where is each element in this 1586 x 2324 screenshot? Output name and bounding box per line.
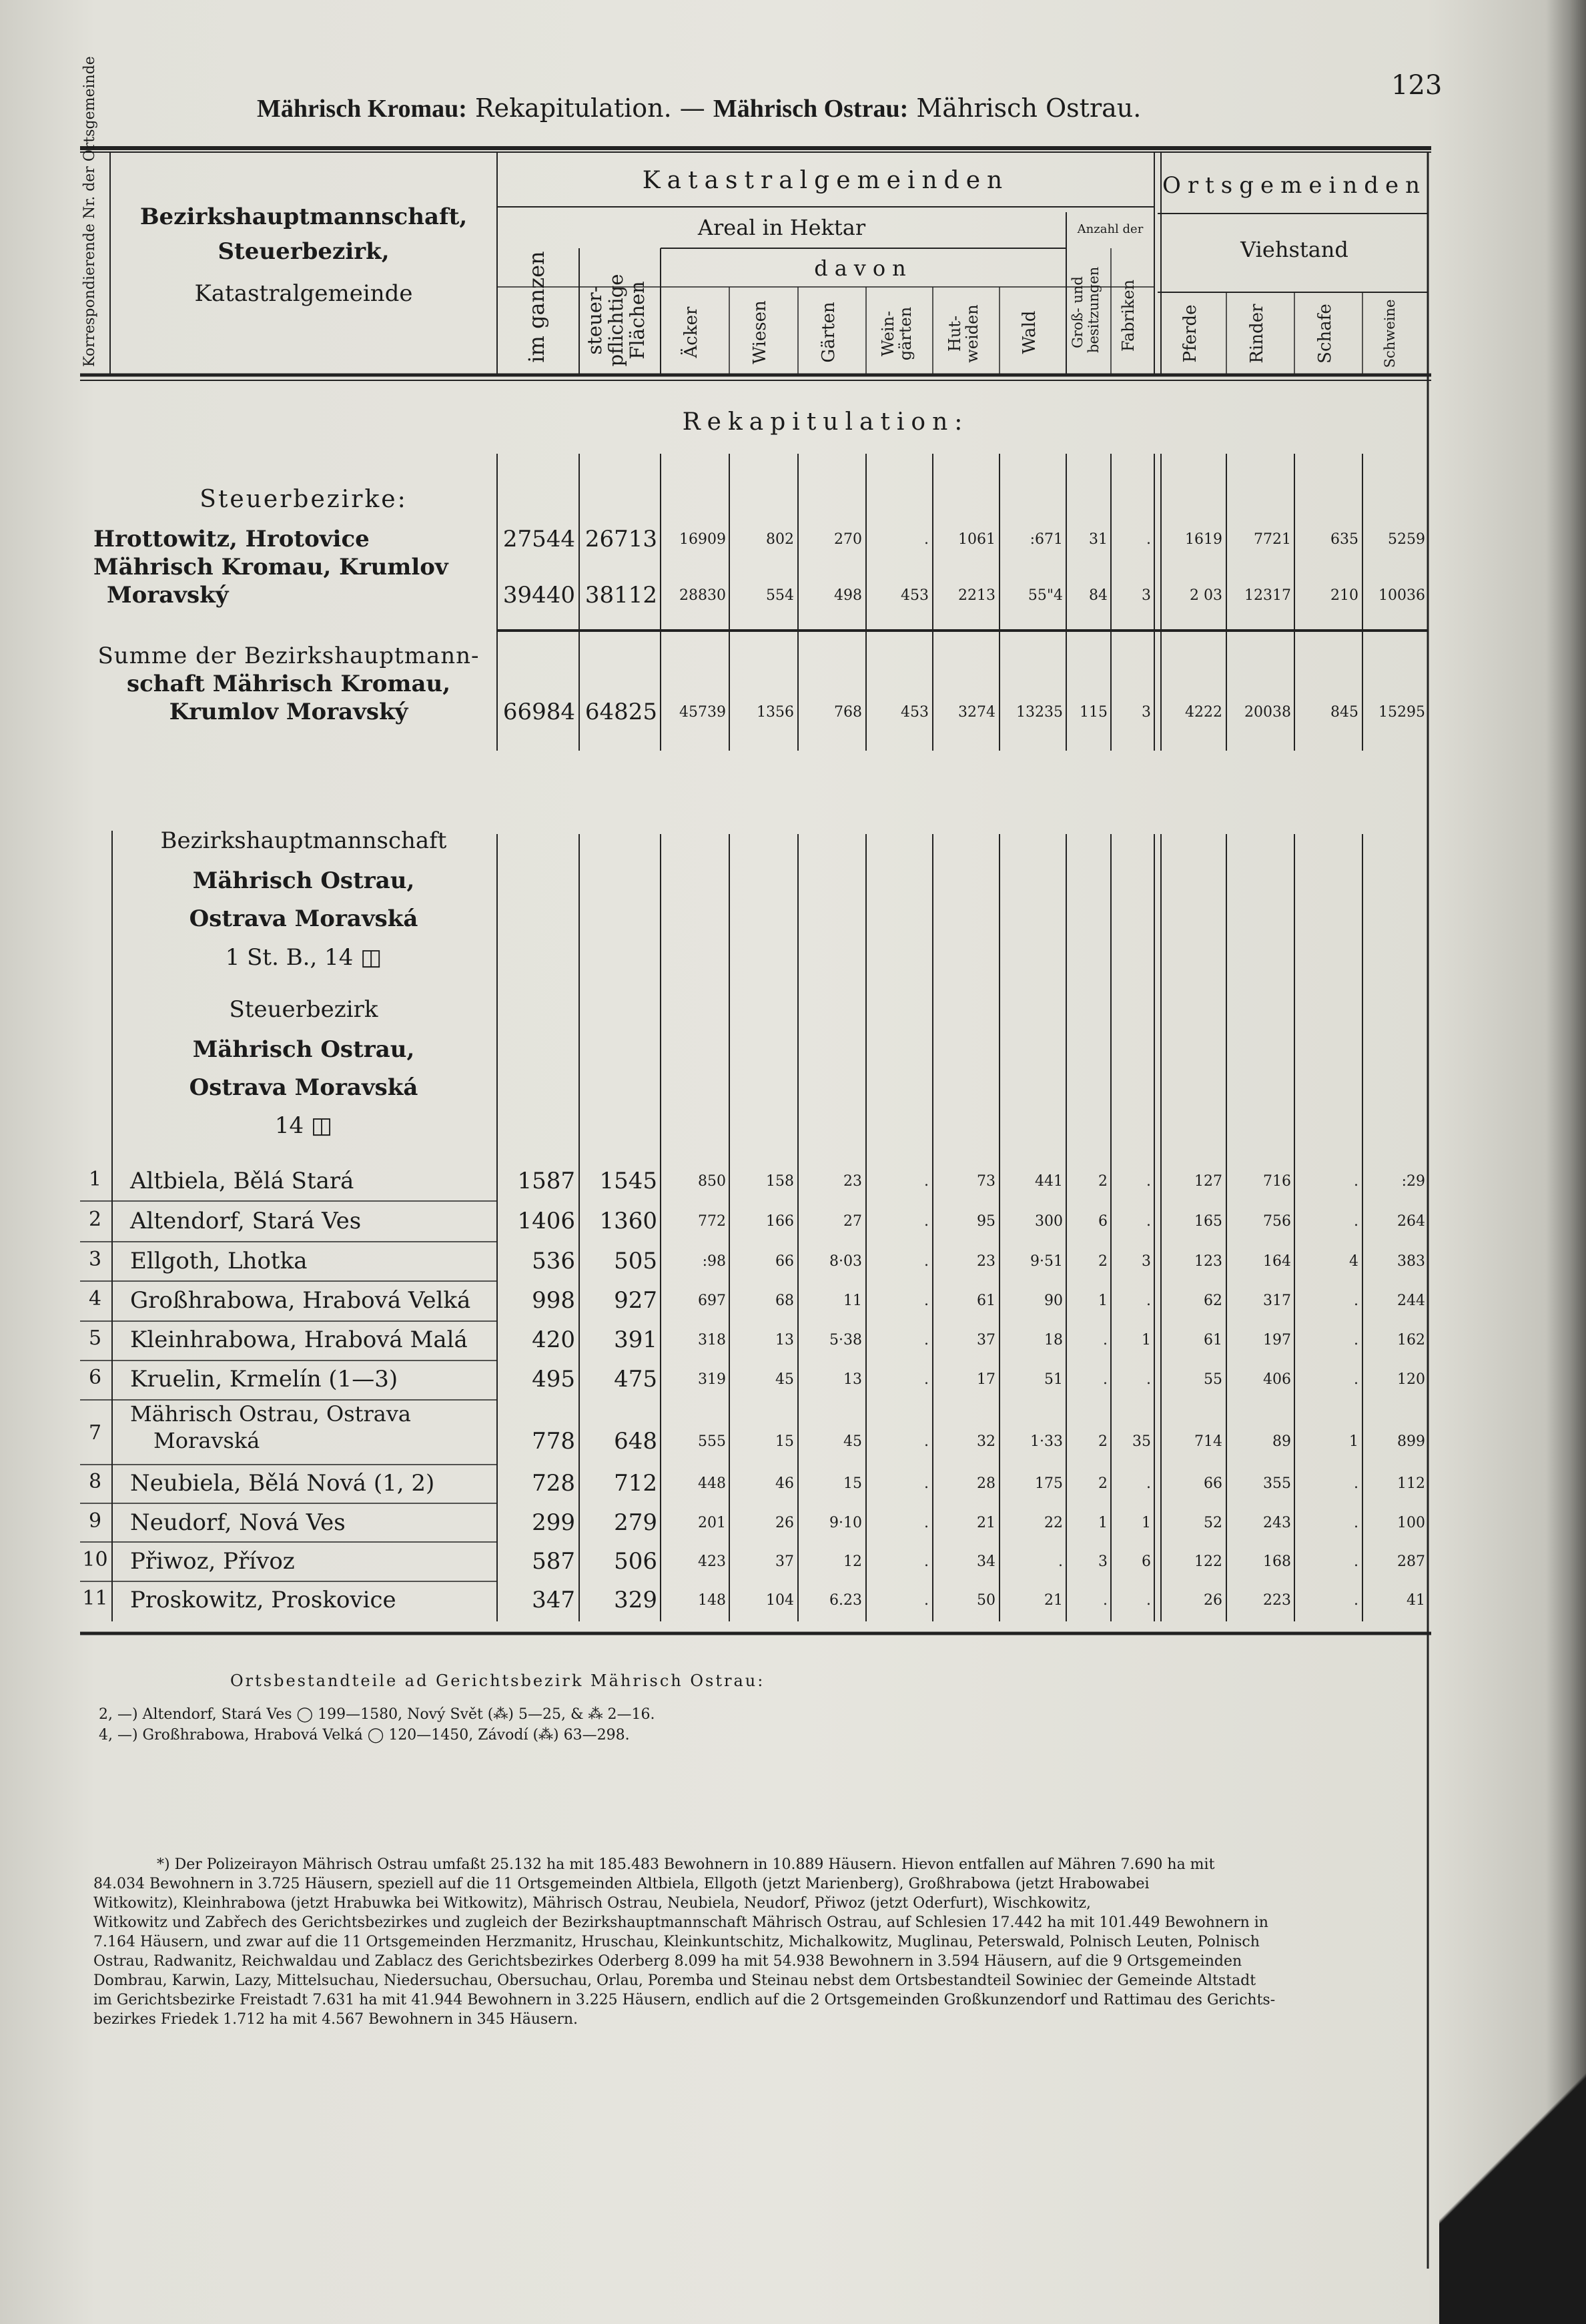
row-cell: 287 xyxy=(1397,1553,1425,1570)
row-cell: 23 xyxy=(843,1173,862,1190)
rekap-summe-cell: 1356 xyxy=(757,704,794,721)
rekap-row-2-name2: Moravský xyxy=(107,582,229,609)
row-cell: 28 xyxy=(977,1475,996,1492)
col-areal-header: Areal in Hektar xyxy=(697,215,866,240)
row-cell: 34 xyxy=(977,1553,996,1570)
rekap-summe-cell: 768 xyxy=(834,704,862,721)
row-cell: 772 xyxy=(698,1213,726,1230)
row-cell: 55 xyxy=(1204,1371,1222,1388)
row-cell: 166 xyxy=(766,1213,794,1230)
row-cell: 22 xyxy=(1044,1515,1063,1531)
row-cell: 347 xyxy=(532,1587,575,1613)
row-cell: . xyxy=(1146,1371,1151,1388)
row-cell: 168 xyxy=(1263,1553,1291,1570)
rekap-summe-cell: 4222 xyxy=(1185,704,1222,721)
ostrau-name4: Ostrava Moravská xyxy=(189,1074,418,1101)
row-cell: 95 xyxy=(977,1213,996,1230)
row-cell: 50 xyxy=(977,1592,996,1609)
row-name: Kleinhrabowa, Hrabová Malá xyxy=(130,1326,468,1353)
col-ortsgemeinden-header: Ortsgemeinden xyxy=(1162,172,1427,199)
row-cell: 441 xyxy=(1035,1173,1063,1190)
rekap-cell: 453 xyxy=(901,587,929,604)
row-cell: 6 xyxy=(1142,1553,1151,1570)
row-cell: . xyxy=(1146,1475,1151,1492)
row-cell: 223 xyxy=(1263,1592,1291,1609)
page-number: 123 xyxy=(1391,70,1443,101)
row-cell: 264 xyxy=(1397,1213,1425,1230)
row-cell: 318 xyxy=(698,1332,726,1348)
row-cell: 6.23 xyxy=(829,1592,862,1609)
row-cell: 850 xyxy=(698,1173,726,1190)
row-cell: . xyxy=(924,1433,929,1450)
rekap-summe-cell: 13235 xyxy=(1016,704,1063,721)
row-cell: 712 xyxy=(614,1470,657,1497)
rekap-summe-cell: 45739 xyxy=(679,704,726,721)
footnote-line: 7.164 Häusern, und zwar auf die 11 Ortsgemeinden Herzmanitz, Hruschau, Kleinkuntschitz, Michalkowitz, Muglinau, Peterswald, Polnisch Leuten, Polnisch xyxy=(93,1934,1260,1950)
row-cell: 536 xyxy=(532,1248,575,1274)
footnote-line: Ostrau, Radwanitz, Reichwaldau und Zablacz des Gerichtsbezirkes Oderberg 8.099 ha mit 54.938 Bewohnern in 3.594 Häusern, auf die 9 Ortsgemeinden xyxy=(93,1953,1242,1970)
row-cell: 299 xyxy=(532,1509,575,1536)
row-name: Altendorf, Stará Ves xyxy=(130,1208,362,1234)
row-cell: 475 xyxy=(614,1366,657,1393)
rekap-summe-cell: 453 xyxy=(901,704,929,721)
row-cell: . xyxy=(1354,1371,1358,1388)
rekap-summe-cell: 15295 xyxy=(1378,704,1425,721)
row-cell: 17 xyxy=(977,1371,996,1388)
row-cell: 383 xyxy=(1397,1253,1425,1270)
row-cell: 12 xyxy=(843,1553,862,1570)
row-cell: 1587 xyxy=(517,1168,575,1194)
rekap-cell: 7721 xyxy=(1254,531,1291,548)
row-cell: 35 xyxy=(1132,1433,1151,1450)
row-cell: 8·03 xyxy=(829,1253,862,1270)
row-cell: 18 xyxy=(1044,1332,1063,1348)
row-cell: 329 xyxy=(614,1587,657,1613)
row-cell: 13 xyxy=(843,1371,862,1388)
row-cell: . xyxy=(1354,1553,1358,1570)
col-im-ganzen: im ganzen xyxy=(524,251,549,363)
row-cell: 197 xyxy=(1263,1332,1291,1348)
col-steuerpflichtig: steuer-pflichtige Flächen xyxy=(583,274,649,367)
rekap-cell: 498 xyxy=(834,587,862,604)
row-cell: :29 xyxy=(1401,1173,1425,1190)
col-district-line3: Katastralgemeinde xyxy=(194,280,413,307)
col-schafe: Schafe xyxy=(1315,304,1335,364)
rekap-steuerbezirke: Steuerbezirke: xyxy=(200,486,408,513)
rekap-row-1-name: Hrottowitz, Hrotovice xyxy=(93,526,370,552)
row-cell: 697 xyxy=(698,1292,726,1309)
rekap-cell: 55"4 xyxy=(1028,587,1063,604)
rekap-cell: 26713 xyxy=(584,526,657,552)
row-cell: . xyxy=(924,1292,929,1309)
row-cell: . xyxy=(924,1475,929,1492)
row-cell: 26 xyxy=(775,1515,794,1531)
row-name-continued: Moravská xyxy=(153,1428,260,1453)
row-number: 10 xyxy=(82,1548,108,1571)
rekap-cell: 12317 xyxy=(1244,587,1291,604)
rekap-cell: 10036 xyxy=(1378,587,1425,604)
row-cell: 448 xyxy=(698,1475,726,1492)
row-cell: 648 xyxy=(614,1428,657,1455)
row-cell: 37 xyxy=(775,1553,794,1570)
row-cell: 61 xyxy=(1204,1332,1222,1348)
row-cell: . xyxy=(1146,1292,1151,1309)
row-cell: . xyxy=(924,1371,929,1388)
row-cell: 406 xyxy=(1263,1371,1291,1388)
row-cell: . xyxy=(924,1173,929,1190)
row-cell: 122 xyxy=(1194,1553,1222,1570)
rekap-summe-line3: Krumlov Moravský xyxy=(169,699,408,725)
row-cell: . xyxy=(924,1213,929,1230)
row-number: 5 xyxy=(88,1326,102,1350)
row-name: Přiwoz, Přívoz xyxy=(130,1548,295,1575)
rekap-cell: 5259 xyxy=(1388,531,1425,548)
footnote-line: Dombrau, Karwin, Lazy, Mittelsuchau, Niedersuchau, Obersuchau, Orlau, Poremba und Steinau nebst dem Ortsbestandteil Sowiniec der Gemeinde Altstadt xyxy=(93,1972,1256,1989)
ostrau-name3: Mährisch Ostrau, xyxy=(192,1036,415,1063)
row-number: 9 xyxy=(88,1509,102,1533)
ostrau-count: 14 ◫ xyxy=(274,1112,333,1139)
row-cell: 3 xyxy=(1142,1253,1151,1270)
row-cell: 1·33 xyxy=(1030,1433,1063,1450)
row-cell: 423 xyxy=(698,1553,726,1570)
row-cell: 2 xyxy=(1098,1253,1108,1270)
row-cell: 1 xyxy=(1349,1433,1358,1450)
row-cell: 1 xyxy=(1098,1515,1108,1531)
col-rinder: Rinder xyxy=(1247,304,1267,364)
row-name: Ellgoth, Lhotka xyxy=(130,1248,308,1274)
row-cell: . xyxy=(1354,1592,1358,1609)
row-number: 11 xyxy=(82,1587,108,1610)
row-cell: 927 xyxy=(614,1287,657,1314)
row-cell: 998 xyxy=(532,1287,575,1314)
col-korresp-header: Korrespondierende Nr. der Ortsgemeinde xyxy=(81,56,98,367)
row-cell: 1360 xyxy=(599,1208,657,1234)
row-cell: 123 xyxy=(1194,1253,1222,1270)
row-cell: 587 xyxy=(532,1548,575,1575)
row-cell: 1545 xyxy=(599,1168,657,1194)
row-cell: 175 xyxy=(1035,1475,1063,1492)
row-cell: 127 xyxy=(1194,1173,1222,1190)
row-cell: 41 xyxy=(1407,1592,1425,1609)
row-cell: 104 xyxy=(766,1592,794,1609)
row-cell: 244 xyxy=(1397,1292,1425,1309)
row-cell: 728 xyxy=(532,1470,575,1497)
ostrau-bh: Bezirkshauptmannschaft xyxy=(160,827,447,854)
row-cell: . xyxy=(1354,1515,1358,1531)
row-cell: 1 xyxy=(1142,1515,1151,1531)
row-cell: . xyxy=(1103,1332,1108,1348)
row-cell: . xyxy=(924,1515,929,1531)
rekap-cell: 210 xyxy=(1330,587,1358,604)
row-cell: . xyxy=(1354,1213,1358,1230)
row-name: Proskowitz, Proskovice xyxy=(130,1587,396,1613)
rekap-cell: 84 xyxy=(1089,587,1108,604)
col-katastral-header: Katastralgemeinden xyxy=(642,167,1010,194)
rekap-cell: . xyxy=(1146,531,1151,548)
col-grossgrund: Groß- und besitzungen xyxy=(1070,266,1102,353)
row-cell: . xyxy=(1354,1173,1358,1190)
row-cell: . xyxy=(1354,1292,1358,1309)
col-weingaerten: Wein-gärten xyxy=(879,306,915,361)
row-cell: 505 xyxy=(614,1248,657,1274)
row-cell: 89 xyxy=(1272,1433,1291,1450)
rekap-cell: . xyxy=(924,531,929,548)
row-cell: 756 xyxy=(1263,1213,1291,1230)
rekap-summe-cell: 64825 xyxy=(584,699,657,725)
header-left-bold: Mährisch Kromau: xyxy=(257,95,467,123)
col-hutweiden: Hut-weiden xyxy=(945,304,981,363)
row-cell: 420 xyxy=(532,1326,575,1353)
row-name: Großhrabowa, Hrabová Velká xyxy=(130,1287,471,1314)
row-name: Neubiela, Bělá Nová (1, 2) xyxy=(130,1470,435,1497)
rekap-title: Rekapitulation: xyxy=(682,408,969,436)
row-cell: 2 xyxy=(1098,1173,1108,1190)
row-cell: . xyxy=(924,1553,929,1570)
row-cell: 317 xyxy=(1263,1292,1291,1309)
rekap-cell: :671 xyxy=(1030,531,1063,548)
row-cell: . xyxy=(924,1253,929,1270)
row-cell: . xyxy=(1146,1213,1151,1230)
rekap-cell: 39440 xyxy=(502,582,575,609)
row-cell: 279 xyxy=(614,1509,657,1536)
rekap-cell: 802 xyxy=(766,531,794,548)
row-cell: 714 xyxy=(1194,1433,1222,1450)
ortsbestandteile-title: Ortsbestandteile ad Gerichtsbezirk Mährisch Ostrau: xyxy=(230,1671,765,1690)
row-cell: 15 xyxy=(843,1475,862,1492)
row-cell: 2 xyxy=(1098,1433,1108,1450)
row-cell: 26 xyxy=(1204,1592,1222,1609)
header-left-plain: Rekapitulation. xyxy=(475,93,672,123)
col-davon-header: davon xyxy=(814,256,913,281)
row-cell: 391 xyxy=(614,1326,657,1353)
row-cell: :98 xyxy=(702,1253,726,1270)
row-cell: 21 xyxy=(1044,1592,1063,1609)
row-cell: 120 xyxy=(1397,1371,1425,1388)
row-cell: 243 xyxy=(1263,1515,1291,1531)
row-cell: 164 xyxy=(1263,1253,1291,1270)
row-cell: . xyxy=(1103,1592,1108,1609)
row-cell: 66 xyxy=(775,1253,794,1270)
row-name: Altbiela, Bělá Stará xyxy=(130,1168,354,1194)
rekap-summe-cell: 115 xyxy=(1080,704,1108,721)
row-cell: 506 xyxy=(614,1548,657,1575)
col-district-line2: Steuerbezirk, xyxy=(218,238,390,265)
row-cell: 1 xyxy=(1098,1292,1108,1309)
row-cell: 68 xyxy=(775,1292,794,1309)
rekap-summe-cell: 3274 xyxy=(958,704,996,721)
row-number: 3 xyxy=(88,1248,102,1271)
row-cell: . xyxy=(924,1592,929,1609)
row-cell: 1 xyxy=(1142,1332,1151,1348)
row-cell: . xyxy=(1058,1553,1063,1570)
ostrau-steuerbezirk: Steuerbezirk xyxy=(229,996,378,1023)
row-cell: 9·51 xyxy=(1030,1253,1063,1270)
row-cell: 2 xyxy=(1098,1475,1108,1492)
rekap-cell: 38112 xyxy=(584,582,657,609)
ostrau-name1: Mährisch Ostrau, xyxy=(192,867,415,894)
col-schweine: Schweine xyxy=(1382,299,1398,368)
rekap-summe-cell: 66984 xyxy=(502,699,575,725)
rekap-summe-line2: schaft Mährisch Kromau, xyxy=(126,671,451,697)
col-wiesen: Wiesen xyxy=(750,300,770,364)
rekap-cell: 554 xyxy=(766,587,794,604)
ortsbestandteile-line2: 4, —) Großhrabowa, Hrabová Velká ◯ 120—1450, Závodí (⁂) 63—298. xyxy=(99,1727,630,1744)
row-cell: 5·38 xyxy=(829,1332,862,1348)
rekap-cell: 27544 xyxy=(502,526,575,552)
rekap-cell: 635 xyxy=(1330,531,1358,548)
row-cell: 21 xyxy=(977,1515,996,1531)
rekap-summe-line1: Summe der Bezirkshauptmann- xyxy=(97,643,480,669)
row-cell: 73 xyxy=(977,1173,996,1190)
row-cell: 61 xyxy=(977,1292,996,1309)
header-right-plain: Mährisch Ostrau. xyxy=(916,93,1142,123)
row-cell: 165 xyxy=(1194,1213,1222,1230)
row-cell: . xyxy=(1146,1592,1151,1609)
row-cell: 23 xyxy=(977,1253,996,1270)
row-cell: . xyxy=(1354,1332,1358,1348)
ostrau-name2: Ostrava Moravská xyxy=(189,905,418,932)
row-cell: 62 xyxy=(1204,1292,1222,1309)
rekap-cell: 16909 xyxy=(679,531,726,548)
rekap-cell: 3 xyxy=(1142,587,1151,604)
row-cell: 4 xyxy=(1349,1253,1358,1270)
row-cell: . xyxy=(1103,1371,1108,1388)
row-number: 2 xyxy=(88,1208,102,1231)
header-right-bold: Mährisch Ostrau: xyxy=(713,95,909,123)
ostrau-stb: 1 St. B., 14 ◫ xyxy=(225,944,382,971)
row-number: 8 xyxy=(88,1470,102,1493)
rekap-cell: 1061 xyxy=(958,531,996,548)
col-acker: Äcker xyxy=(681,306,701,358)
rekap-cell: 31 xyxy=(1089,531,1108,548)
row-number: 1 xyxy=(88,1168,102,1191)
row-cell: 778 xyxy=(532,1428,575,1455)
row-cell: 15 xyxy=(775,1433,794,1450)
row-cell: 13 xyxy=(775,1332,794,1348)
row-cell: 66 xyxy=(1204,1475,1222,1492)
row-cell: 27 xyxy=(843,1213,862,1230)
row-cell: 51 xyxy=(1044,1371,1063,1388)
row-cell: 300 xyxy=(1035,1213,1063,1230)
row-cell: 45 xyxy=(775,1371,794,1388)
row-cell: 899 xyxy=(1397,1433,1425,1450)
row-cell: 90 xyxy=(1044,1292,1063,1309)
footnote-line: Witkowitz), Kleinhrabowa (jetzt Hrabuwka bei Witkowitz), Mährisch Ostrau, Neubiela, Neudorf, Přiwoz (jetzt Oderfurt), Wischkowitz, xyxy=(93,1895,1091,1912)
row-number: 7 xyxy=(88,1421,102,1445)
col-viehstand-header: Viehstand xyxy=(1240,237,1348,262)
row-cell: . xyxy=(1354,1475,1358,1492)
row-name: Neudorf, Nová Ves xyxy=(130,1509,346,1536)
row-cell: 9·10 xyxy=(829,1515,862,1531)
footnote-line: *) Der Polizeirayon Mährisch Ostrau umfaßt 25.132 ha mit 185.483 Bewohnern in 10.889 Häusern. Hievon entfallen auf Mähren 7.690 ha mit xyxy=(157,1856,1215,1873)
row-cell: 319 xyxy=(698,1371,726,1388)
row-cell: 52 xyxy=(1204,1515,1222,1531)
footnote-line: Witkowitz und Zabřech des Gerichtsbezirkes und zugleich der Bezirkshauptmannschaft Mährisch Ostrau, auf Schlesien 17.442 ha mit 101.449 Bewohnern in xyxy=(93,1914,1268,1931)
footnote-line: bezirkes Friedek 1.712 ha mit 4.567 Bewohnern in 345 Häusern. xyxy=(93,2011,578,2028)
row-cell: 3 xyxy=(1098,1553,1108,1570)
row-cell: 148 xyxy=(698,1592,726,1609)
row-cell: 495 xyxy=(532,1366,575,1393)
row-name: Mährisch Ostrau, Ostrava xyxy=(130,1401,411,1427)
footnote-line: im Gerichtsbezirke Freistadt 7.631 ha mit 41.944 Bewohnern in 3.225 Häusern, endlich auf die 2 Ortsgemeinden Großkunzendorf und Rattimau des Gerichts- xyxy=(93,1992,1276,2008)
col-wald: Wald xyxy=(1020,310,1040,354)
col-district-line1: Bezirkshauptmannschaft, xyxy=(139,204,468,230)
col-anzahl-header: Anzahl der xyxy=(1077,222,1144,236)
row-cell: 716 xyxy=(1263,1173,1291,1190)
row-cell: 112 xyxy=(1397,1475,1425,1492)
row-cell: . xyxy=(1146,1173,1151,1190)
row-cell: 32 xyxy=(977,1433,996,1450)
row-name: Kruelin, Krmelín (1—3) xyxy=(130,1366,398,1393)
row-cell: . xyxy=(924,1332,929,1348)
row-cell: 1406 xyxy=(517,1208,575,1234)
row-cell: 100 xyxy=(1397,1515,1425,1531)
row-number: 6 xyxy=(88,1366,102,1389)
col-fabriken: Fabriken xyxy=(1119,279,1138,352)
rekap-cell: 28830 xyxy=(679,587,726,604)
row-cell: 555 xyxy=(698,1433,726,1450)
row-cell: 11 xyxy=(843,1292,862,1309)
rekap-row-2-name: Mährisch Kromau, Krumlov xyxy=(93,554,448,580)
rekap-cell: 270 xyxy=(834,531,862,548)
row-cell: 6 xyxy=(1098,1213,1108,1230)
row-cell: 46 xyxy=(775,1475,794,1492)
row-cell: 37 xyxy=(977,1332,996,1348)
col-pferde: Pferde xyxy=(1180,304,1200,363)
col-gaerten: Gärten xyxy=(819,302,839,363)
row-cell: 158 xyxy=(766,1173,794,1190)
rekap-cell: 2 03 xyxy=(1190,587,1222,604)
rekap-summe-cell: 845 xyxy=(1330,704,1358,721)
row-cell: 355 xyxy=(1263,1475,1291,1492)
header-dash: — xyxy=(679,93,705,123)
row-number: 4 xyxy=(88,1287,102,1310)
rekap-summe-cell: 3 xyxy=(1142,704,1151,721)
rekap-summe-cell: 20038 xyxy=(1244,704,1291,721)
row-cell: 201 xyxy=(698,1515,726,1531)
ortsbestandteile-line1: 2, —) Altendorf, Stará Ves ◯ 199—1580, Nový Svět (⁂) 5—25, & ⁂ 2—16. xyxy=(99,1706,655,1723)
row-cell: 162 xyxy=(1397,1332,1425,1348)
footnote-line: 84.034 Bewohnern in 3.725 Häusern, speziell auf die 11 Ortsgemeinden Altbiela, Ellgoth (jetzt Marienberg), Großhrabowa (jetzt Hrabowabei xyxy=(93,1876,1150,1892)
rekap-cell: 1619 xyxy=(1185,531,1222,548)
rekap-cell: 2213 xyxy=(958,587,996,604)
row-cell: 45 xyxy=(843,1433,862,1450)
